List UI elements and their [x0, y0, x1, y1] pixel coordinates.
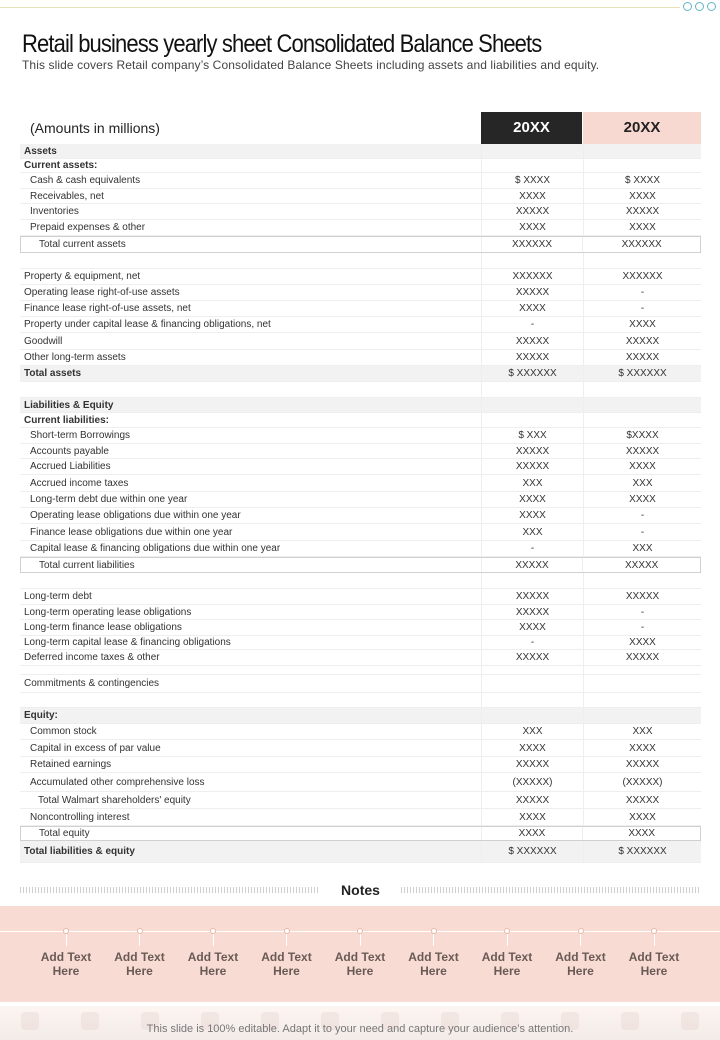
row-label: Total assets: [24, 368, 82, 379]
row-value-1: XXXXX: [481, 444, 583, 458]
note-text: Add Text Here: [40, 950, 92, 978]
row-value-2: [583, 159, 701, 172]
table-row: [20, 636, 701, 650]
row-label: Long-term finance lease obligations: [24, 622, 182, 633]
row-value-1: [481, 666, 583, 674]
row-value-2: [583, 693, 701, 707]
circle-icon: [695, 2, 704, 11]
table-row: [20, 666, 701, 675]
table-row: [20, 253, 701, 269]
row-label: Total current liabilities: [39, 559, 135, 571]
row-value-1: XXXXX: [481, 459, 583, 474]
row-value-2: XXXX: [583, 459, 701, 474]
note-text: Add Text Here: [187, 950, 239, 978]
table-row: [20, 605, 701, 620]
row-value-2: $ XXXX: [583, 173, 701, 188]
table-row: [20, 809, 701, 826]
row-label: Accrued income taxes: [30, 477, 129, 489]
row-value-2: -: [583, 605, 701, 619]
row-label: Property & equipment, net: [24, 271, 141, 282]
row-value-1: $ XXXX: [481, 173, 583, 188]
row-value-2: XXXX: [583, 740, 701, 756]
table-row: [20, 708, 701, 724]
note-text: Add Text Here: [114, 950, 165, 978]
row-value-1: XXXX: [481, 827, 583, 840]
row-value-2: [583, 413, 701, 427]
row-label: Current assets:: [24, 160, 98, 171]
row-label: Deferred income taxes & other: [24, 652, 160, 663]
row-label: Accrued Liabilities: [30, 461, 111, 472]
row-label: Equity:: [24, 710, 58, 721]
row-value-2: XXXX: [583, 636, 701, 649]
row-label: Prepaid expenses & other: [30, 222, 146, 233]
row-value-1: XXXX: [481, 809, 583, 825]
row-value-2: -: [583, 301, 701, 316]
row-value-1: $ XXXXXX: [481, 366, 583, 381]
note-text: Add Text Here: [261, 950, 312, 978]
row-value-2: XXXXX: [583, 444, 701, 458]
note-item: [618, 928, 690, 978]
row-label: Other long-term assets: [24, 352, 126, 363]
table-row: [20, 444, 701, 459]
note-item: [545, 928, 617, 978]
row-value-1: XXXXX: [481, 204, 583, 219]
row-value-2: [583, 666, 701, 674]
row-value-1: -: [481, 636, 583, 649]
row-value-1: [481, 382, 583, 397]
row-value-2: -: [583, 620, 701, 635]
row-value-1: XXXXXX: [481, 237, 583, 252]
row-label: Receivables, net: [30, 190, 104, 202]
table-row: [20, 573, 701, 589]
table-row: [20, 173, 701, 189]
row-value-2: [583, 144, 701, 158]
table-row: [20, 269, 701, 285]
row-label: Capital in excess of par value: [30, 742, 161, 754]
table-row: [20, 382, 701, 398]
note-stem: [433, 934, 434, 946]
row-value-2: [583, 573, 701, 588]
row-value-1: XXXX: [481, 189, 583, 203]
row-label: [20, 382, 481, 397]
row-value-2: [583, 253, 701, 268]
row-label: Long-term debt due within one year: [30, 494, 188, 505]
note-item: [30, 928, 102, 978]
row-value-2: [583, 708, 701, 723]
row-value-2: XXXX: [583, 317, 701, 332]
row-value-2: XXXXX: [583, 650, 701, 665]
row-value-2: XXX: [583, 724, 701, 739]
row-value-2: [583, 382, 701, 397]
table-row: [20, 285, 701, 301]
table-body: [20, 144, 701, 863]
table-row: [20, 236, 701, 253]
note-item: [324, 928, 396, 978]
amounts-label: (Amounts in millions): [30, 120, 160, 136]
table-row: [20, 413, 701, 428]
row-value-2: (XXXXX): [583, 773, 701, 791]
row-value-2: [583, 675, 701, 692]
table-row: [20, 524, 701, 541]
note-text: Add Text Here: [481, 950, 533, 978]
table-row: [20, 204, 701, 220]
table-row: [20, 492, 701, 508]
table-row: [20, 792, 701, 809]
note-stem: [139, 934, 140, 946]
row-value-1: XXXXXX: [481, 269, 583, 284]
table-row: [20, 220, 701, 236]
circle-icon: [683, 2, 692, 11]
row-label: Common stock: [30, 726, 97, 737]
note-text: Add Text Here: [628, 950, 680, 978]
table-row: [20, 724, 701, 740]
row-label: [20, 693, 481, 707]
row-value-2: XXXXX: [582, 558, 700, 572]
decor-dots: [683, 2, 716, 11]
note-stem: [66, 934, 67, 946]
table-row: [20, 757, 701, 773]
note-item: [177, 928, 249, 978]
row-value-1: XXXX: [481, 620, 583, 635]
note-stem: [580, 934, 581, 946]
row-value-1: [481, 675, 583, 692]
row-label: Goodwill: [24, 335, 63, 347]
table-row: [20, 159, 701, 173]
top-rule: [0, 7, 680, 8]
table-row: [20, 144, 701, 159]
table-row: [20, 675, 701, 693]
row-value-1: XXXXX: [481, 333, 583, 349]
row-label: Retained earnings: [30, 759, 112, 770]
row-value-1: -: [481, 317, 583, 332]
row-value-1: XXXXX: [481, 792, 583, 808]
row-value-2: XXX: [583, 475, 701, 491]
row-value-1: XXXX: [481, 301, 583, 316]
table-header: [20, 112, 701, 144]
row-label: Current liabilities:: [24, 414, 110, 426]
row-value-1: (XXXXX): [481, 773, 583, 791]
row-label: Total current assets: [39, 239, 126, 250]
note-stem: [507, 934, 508, 946]
row-label: Noncontrolling interest: [30, 811, 130, 823]
table-row: [20, 557, 701, 573]
table-row: [20, 475, 701, 492]
row-value-2: $ XXXXXX: [583, 841, 701, 862]
row-value-1: [481, 413, 583, 427]
row-value-1: XXXXX: [481, 350, 583, 365]
table-row: [20, 428, 701, 444]
row-value-1: $ XXX: [481, 428, 583, 443]
note-stem: [213, 934, 214, 946]
row-value-1: XXXXX: [481, 605, 583, 619]
row-label: Total equity: [39, 828, 90, 839]
table-row: [20, 740, 701, 757]
row-label: Operating lease right-of-use assets: [24, 287, 180, 298]
table-row: [20, 317, 701, 333]
row-value-1: XXXX: [481, 508, 583, 523]
circle-icon: [707, 2, 716, 11]
note-text: Add Text Here: [555, 950, 606, 978]
row-value-2: XXXXX: [583, 333, 701, 349]
row-value-1: XXXXX: [481, 589, 583, 604]
row-label: Long-term capital lease & financing obligations: [24, 637, 231, 648]
row-value-2: XXXXX: [583, 589, 701, 604]
row-label: Total Walmart shareholders' equity: [38, 794, 191, 806]
row-value-1: XXX: [481, 475, 583, 491]
notes-divider: [20, 882, 701, 898]
year-header-2: 20XX: [583, 112, 701, 144]
row-label: [20, 573, 481, 588]
row-value-1: XXX: [481, 724, 583, 739]
table-row: [20, 459, 701, 475]
row-value-1: XXXX: [481, 492, 583, 507]
row-value-2: XXXXXX: [583, 269, 701, 284]
row-label: Long-term debt: [24, 591, 92, 602]
row-label: Operating lease obligations due within one year: [30, 510, 241, 521]
table-row: [20, 301, 701, 317]
note-stem: [654, 934, 655, 946]
row-value-1: XXXXX: [481, 650, 583, 665]
table-row: [20, 693, 701, 708]
row-value-1: [481, 693, 583, 707]
row-label: Commitments & contingencies: [24, 678, 160, 689]
table-row: [20, 541, 701, 557]
row-label: Liabilities & Equity: [24, 399, 114, 411]
row-value-2: XXXX: [582, 827, 700, 840]
row-label: Short-term Borrowings: [30, 430, 131, 441]
note-item: [398, 928, 470, 978]
row-label: Total liabilities & equity: [24, 846, 135, 857]
note-text: Add Text Here: [408, 950, 459, 978]
row-value-1: XXXXX: [481, 558, 583, 572]
row-label: Capital lease & financing obligations due within one year: [30, 543, 281, 554]
row-value-1: -: [481, 541, 583, 556]
note-stem: [360, 934, 361, 946]
row-label: Inventories: [30, 206, 79, 217]
table-row: [20, 620, 701, 636]
row-value-2: $XXXX: [583, 428, 701, 443]
note-text: Add Text Here: [334, 950, 386, 978]
page-title: Retail business yearly sheet Consolidated Balance Sheets: [22, 30, 542, 58]
row-label: Property under capital lease & financing obligations, net: [24, 319, 271, 330]
row-label: Accumulated other comprehensive loss: [30, 776, 205, 788]
note-item: [104, 928, 176, 978]
row-value-2: XXXXX: [583, 757, 701, 772]
row-value-1: XXXXX: [481, 285, 583, 300]
year-header-1: 20XX: [481, 112, 582, 144]
table-row: [20, 508, 701, 524]
table-row: [20, 589, 701, 605]
row-label: Finance lease obligations due within one year: [30, 526, 233, 538]
row-value-1: XXXX: [481, 740, 583, 756]
row-label: [20, 666, 481, 674]
note-item: [471, 928, 543, 978]
row-label: Finance lease right-of-use assets, net: [24, 303, 191, 314]
table-row: [20, 773, 701, 792]
row-value-1: [481, 573, 583, 588]
table-row: [20, 189, 701, 204]
row-value-2: XXXX: [583, 220, 701, 235]
table-row: [20, 841, 701, 863]
row-value-1: [481, 144, 583, 158]
row-value-1: $ XXXXXX: [481, 841, 583, 862]
row-label: Accounts payable: [30, 445, 109, 457]
balance-sheet-table: [20, 112, 701, 863]
row-value-1: [481, 253, 583, 268]
row-value-2: -: [583, 508, 701, 523]
row-value-2: XXXXX: [583, 350, 701, 365]
notes-items: [30, 928, 690, 978]
row-value-2: XXXX: [583, 492, 701, 507]
note-item: [251, 928, 323, 978]
row-value-1: XXXX: [481, 220, 583, 235]
table-row: [20, 333, 701, 350]
row-value-2: XXXXX: [583, 792, 701, 808]
note-stem: [286, 934, 287, 946]
row-value-2: XXXXXX: [582, 237, 700, 252]
row-value-1: XXX: [481, 524, 583, 540]
row-label: Cash & cash equivalents: [30, 175, 141, 186]
row-value-2: [583, 398, 701, 412]
row-value-2: -: [583, 285, 701, 300]
page-subtitle: This slide covers Retail company’s Consolidated Balance Sheets including assets and liabilities and equity.: [22, 58, 600, 72]
row-value-2: -: [583, 524, 701, 540]
notes-title: Notes: [329, 882, 392, 898]
row-value-1: [481, 708, 583, 723]
row-label: Long-term operating lease obligations: [24, 606, 192, 618]
row-value-2: XXXXX: [583, 204, 701, 219]
row-value-1: [481, 398, 583, 412]
table-row: [20, 398, 701, 413]
row-label: [20, 253, 481, 268]
table-row: [20, 350, 701, 366]
row-value-2: XXX: [583, 541, 701, 556]
footer-text: This slide is 100% editable. Adapt it to your need and capture your audience’s attention.: [146, 1023, 574, 1035]
row-value-2: XXXX: [583, 189, 701, 203]
row-value-2: $ XXXXXX: [583, 366, 701, 381]
row-label: Assets: [24, 145, 57, 157]
table-row: [20, 826, 701, 841]
row-value-1: [481, 159, 583, 172]
table-row: [20, 650, 701, 666]
row-value-2: XXXX: [583, 809, 701, 825]
table-row: [20, 366, 701, 382]
row-value-1: XXXXX: [481, 757, 583, 772]
